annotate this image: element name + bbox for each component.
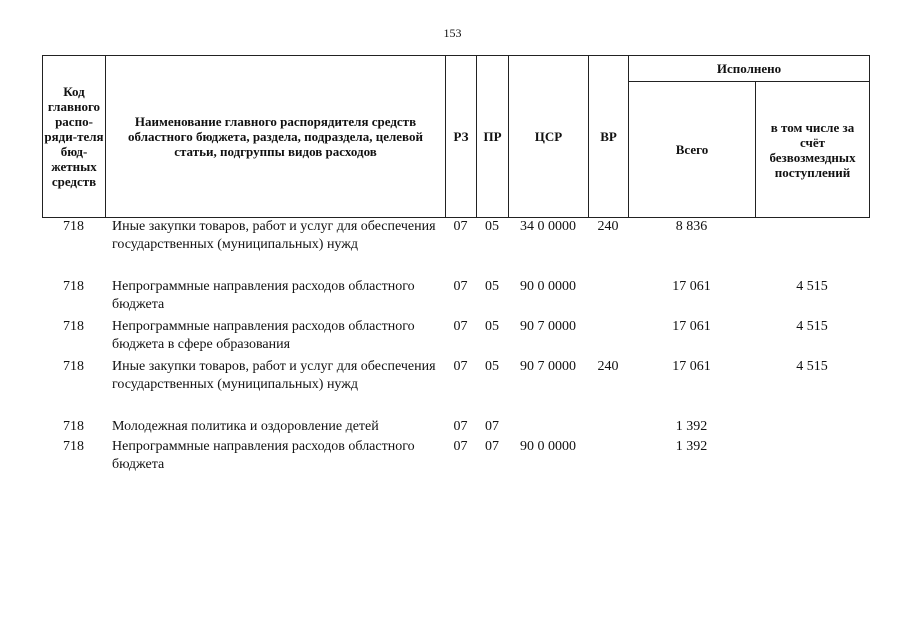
cell-total: 1 392	[675, 439, 708, 454]
cell-vr: 240	[597, 359, 619, 374]
cell-name: Непрограммные направления расходов областного бюджета в сфере образования	[112, 319, 415, 352]
header-pr: ПР	[477, 56, 509, 218]
cell-free: 4 515	[796, 359, 828, 374]
cell-total: 17 061	[672, 279, 711, 294]
cell-csr: 90 0 0000	[520, 439, 576, 454]
page-number: 153	[443, 26, 462, 40]
cell-pr: 05	[485, 219, 499, 234]
cell-total: 17 061	[672, 359, 711, 374]
cell-name: Молодежная политика и оздоровление детей	[112, 419, 379, 434]
cell-vr: 240	[597, 219, 619, 234]
header-executed: Исполнено	[629, 56, 870, 82]
cell-csr: 90 7 0000	[520, 359, 576, 374]
cell-name: Непрограммные направления расходов областного бюджета	[112, 439, 415, 472]
header-rz: РЗ	[446, 56, 477, 218]
table-header	[42, 55, 870, 218]
cell-pr: 07	[485, 419, 499, 434]
cell-rz: 07	[453, 439, 468, 454]
cell-csr: 90 7 0000	[520, 319, 576, 334]
header-vr: ВР	[589, 56, 629, 218]
cell-code: 718	[63, 439, 84, 454]
cell-rz: 07	[453, 279, 468, 294]
cell-rz: 07	[453, 219, 468, 234]
cell-free: 4 515	[796, 319, 828, 334]
cell-code: 718	[63, 219, 84, 234]
header-code: Код главного распо-ряди-теля бюд-жетных средств	[43, 56, 106, 218]
cell-csr: 90 0 0000	[520, 279, 576, 294]
cell-pr: 05	[485, 279, 499, 294]
header-incl-free: в том числе за счёт безвозмездных поступлений	[756, 82, 870, 218]
cell-total: 1 392	[675, 419, 708, 434]
cell-rz: 07	[453, 319, 468, 334]
cell-code: 718	[63, 419, 84, 434]
cell-rz: 07	[453, 359, 468, 374]
cell-name: Иные закупки товаров, работ и услуг для обеспечения государственных (муниципальных) нужд	[112, 219, 436, 252]
cell-code: 718	[63, 359, 84, 374]
cell-pr: 05	[485, 359, 499, 374]
cell-total: 8 836	[675, 219, 708, 234]
cell-pr: 07	[485, 439, 499, 454]
cell-pr: 05	[485, 319, 499, 334]
cell-code: 718	[63, 279, 84, 294]
cell-name: Иные закупки товаров, работ и услуг для обеспечения государственных (муниципальных) нужд	[112, 359, 436, 392]
cell-code: 718	[63, 319, 84, 334]
cell-csr: 34 0 0000	[520, 219, 576, 234]
cell-free: 4 515	[796, 279, 828, 294]
cell-total: 17 061	[672, 319, 711, 334]
header-total: Всего	[629, 82, 756, 218]
cell-rz: 07	[453, 419, 468, 434]
header-name: Наименование главного распорядителя средств областного бюджета, раздела, подраздела, целевой статьи, подгруппы видов расходов	[106, 56, 446, 218]
header-csr: ЦСР	[509, 56, 589, 218]
cell-name: Непрограммные направления расходов областного бюджета	[112, 279, 415, 312]
